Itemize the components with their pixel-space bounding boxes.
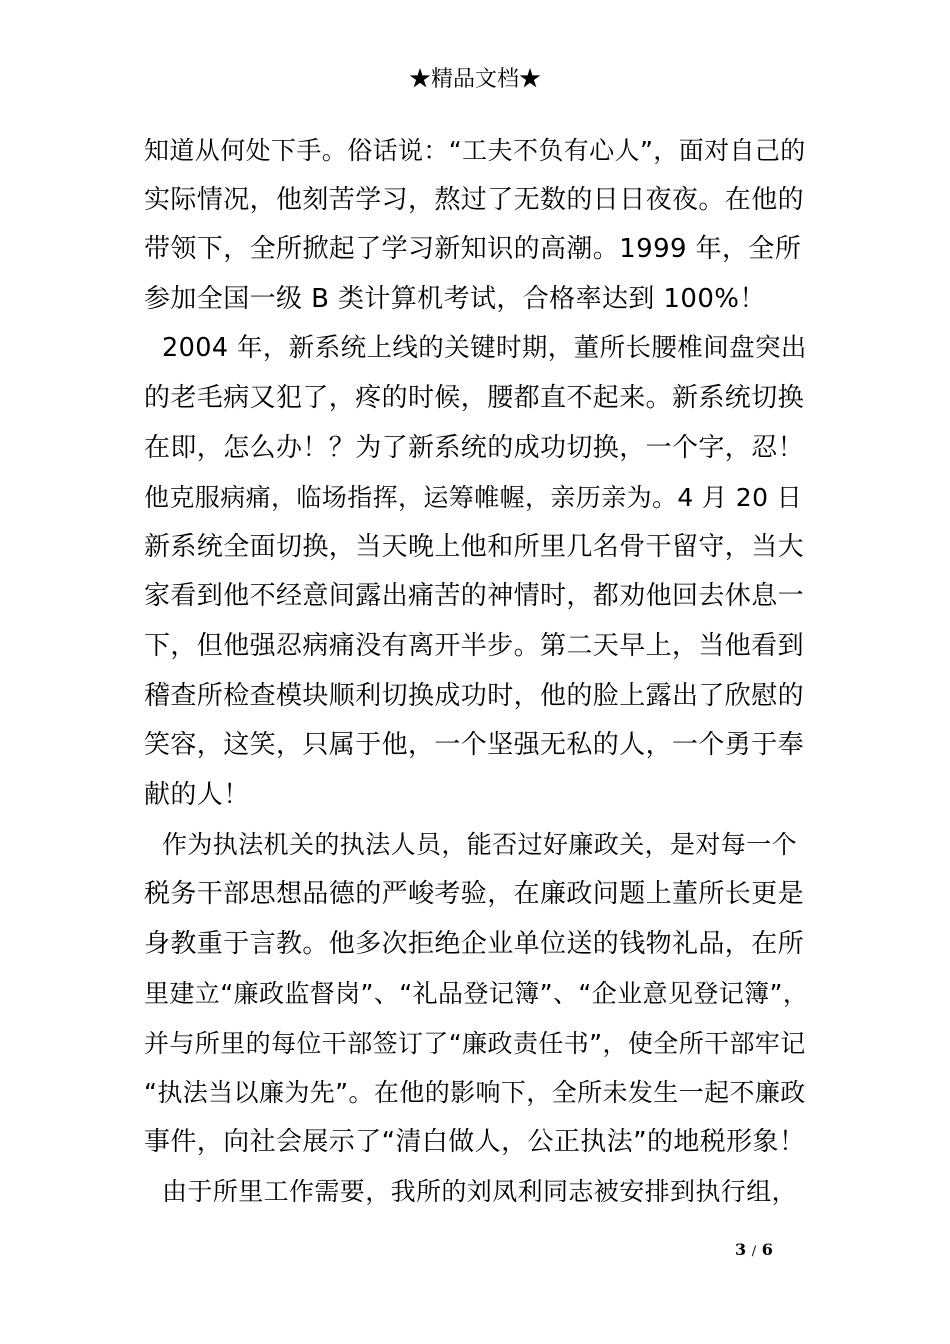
text-line: 在即，怎么办！？为了新系统的成功切换，一个字，忍！: [144, 432, 805, 463]
text-line: 里建立“廉政监督岗”、“礼品登记簿”、“企业意见登记簿”，: [144, 979, 809, 1009]
text-line: 新系统全面切换，当天晚上他和所里几名骨干留守，当大: [144, 531, 805, 562]
text-line: 他克服病痛，临场指挥，运筹帷幄，亲历亲为。4 月 20 日: [144, 483, 803, 513]
text-line: 的老毛病又犯了，疼的时候，腰都直不起来。新系统切换: [144, 382, 805, 413]
text-line: 下，但他强忍病痛没有离开半步。第二天早上，当他看到: [144, 630, 805, 661]
page-current: 3: [735, 1240, 747, 1259]
document-header-title: ★精品文档★: [408, 67, 541, 92]
text-line: 参加全国一级 B 类计算机考试，合格率达到 100%！: [144, 283, 766, 314]
page-separator: /: [751, 1244, 757, 1259]
text-line: 献的人！: [144, 779, 250, 810]
text-line: 由于所里工作需要，我所的刘凤利同志被安排到执行组，: [162, 1177, 798, 1207]
text-line: 税务干部思想品德的严峻考验，在廉政问题上董所长更是: [144, 878, 805, 909]
text-line: 家看到他不经意间露出痛苦的神情时，都劝他回去休息一: [144, 581, 805, 612]
text-line: 笑容，这笑，只属于他，一个坚强无私的人，一个勇于奉: [144, 730, 805, 761]
text-line: 2004 年，新系统上线的关键时期，董所长腰椎间盘突出: [162, 333, 807, 364]
page-total: 6: [761, 1240, 773, 1259]
text-line: “执法当以廉为先”。在他的影响下，全所未发生一起不廉政: [144, 1078, 806, 1108]
text-line: 作为执法机关的执法人员，能否过好廉政关，是对每一个: [162, 830, 798, 860]
text-line: 身教重于言教。他多次拒绝企业单位送的钱物礼品，在所: [144, 928, 805, 959]
document-body: [144, 126, 808, 1217]
text-line: 事件，向社会展示了“清白做人，公正执法”的地税形象！: [144, 1126, 806, 1157]
page-number: [735, 1238, 815, 1264]
text-line: 并与所里的每位干部签订了“廉政责任书”，使全所干部牢记: [144, 1028, 806, 1058]
text-line: 带领下，全所掀起了学习新知识的高潮。1999 年，全所: [144, 234, 802, 265]
text-line: 知道从何处下手。俗话说：“工夫不负有心人”，面对自己的: [144, 136, 806, 165]
text-line: 稽查所检查模块顺利切换成功时，他的脸上露出了欣慰的: [144, 680, 805, 711]
text-line: 实际情况，他刻苦学习，熬过了无数的日日夜夜。在他的: [144, 184, 805, 215]
